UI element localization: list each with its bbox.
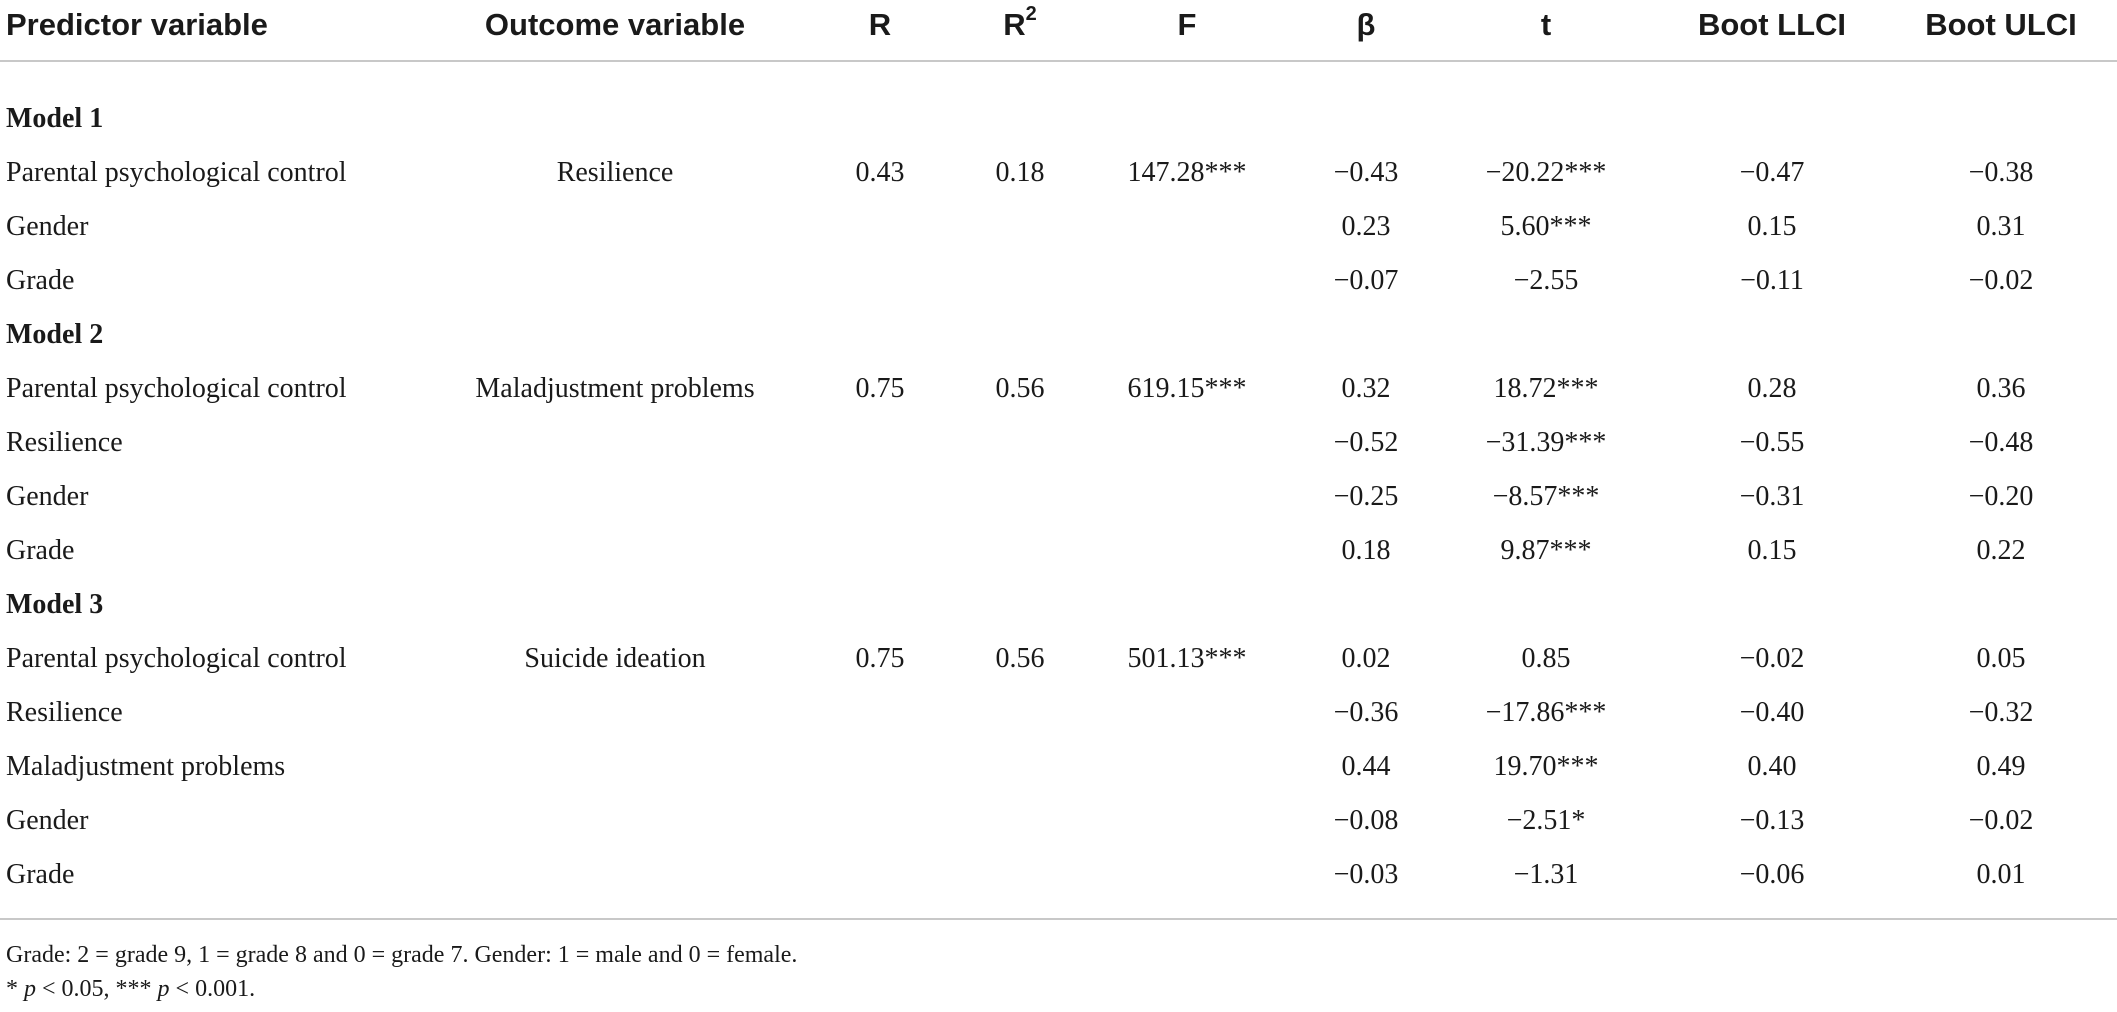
boot-ulci-cell: −0.20 <box>1968 481 2034 512</box>
boot-ulci-cell: 0.49 <box>1976 751 2026 782</box>
t-cell: −2.51* <box>1506 805 1586 836</box>
footnote-val2: < 0.001. <box>169 976 256 1002</box>
boot-ulci-cell: −0.48 <box>1968 427 2034 458</box>
beta-cell: −0.25 <box>1333 481 1399 512</box>
beta-cell: 0.23 <box>1341 211 1391 242</box>
t-cell: −31.39*** <box>1485 427 1607 458</box>
boot-llci-cell: −0.55 <box>1739 427 1805 458</box>
t-cell: 9.87*** <box>1500 535 1592 566</box>
col-header-f: F <box>1177 7 1197 42</box>
boot-ulci-cell: 0.22 <box>1976 535 2026 566</box>
footnote-significance <box>6 972 255 1006</box>
beta-cell: −0.36 <box>1333 697 1399 728</box>
t-cell: −1.31 <box>1513 859 1579 890</box>
boot-ulci-cell: −0.32 <box>1968 697 2034 728</box>
f-cell: 501.13*** <box>1127 643 1247 674</box>
table-row <box>0 794 2117 848</box>
table-row <box>0 632 2117 686</box>
predictor-cell: Resilience <box>6 427 123 458</box>
beta-cell: −0.43 <box>1333 157 1399 188</box>
outcome-cell: Resilience <box>556 157 674 188</box>
t-cell: 5.60*** <box>1500 211 1592 242</box>
table-row <box>0 416 2117 470</box>
boot-llci-cell: −0.13 <box>1739 805 1805 836</box>
t-cell: −8.57*** <box>1492 481 1600 512</box>
table-row <box>0 524 2117 578</box>
footnote-star1: * <box>6 976 24 1002</box>
model-heading-row <box>0 92 2117 146</box>
f-cell: 147.28*** <box>1127 157 1247 188</box>
beta-cell: 0.32 <box>1341 373 1391 404</box>
t-cell: 0.85 <box>1521 643 1571 674</box>
beta-cell: −0.08 <box>1333 805 1399 836</box>
table-row <box>0 470 2117 524</box>
table-row <box>0 254 2117 308</box>
predictor-cell: Parental psychological control <box>6 643 347 674</box>
predictor-cell: Parental psychological control <box>6 157 347 188</box>
col-header-predictor: Predictor variable <box>6 7 268 42</box>
footnote-p1: p <box>24 976 36 1002</box>
t-cell: 18.72*** <box>1493 373 1599 404</box>
r-cell: 0.43 <box>855 157 905 188</box>
boot-ulci-cell: 0.01 <box>1976 859 2026 890</box>
outcome-cell: Maladjustment problems <box>475 373 755 404</box>
boot-llci-cell: −0.40 <box>1739 697 1805 728</box>
col-header-r: R <box>868 7 892 42</box>
boot-ulci-cell: −0.02 <box>1968 805 2034 836</box>
t-cell: −20.22*** <box>1485 157 1607 188</box>
predictor-cell: Gender <box>6 805 89 836</box>
predictor-cell: Resilience <box>6 697 123 728</box>
model-heading-row <box>0 308 2117 362</box>
r-squared-cell: 0.56 <box>995 643 1045 674</box>
predictor-cell: Gender <box>6 481 89 512</box>
beta-cell: −0.03 <box>1333 859 1399 890</box>
predictor-cell: Gender <box>6 211 89 242</box>
r2-base: R <box>1003 7 1026 42</box>
r-squared-cell: 0.56 <box>995 373 1045 404</box>
table-row <box>0 740 2117 794</box>
boot-llci-cell: −0.11 <box>1740 265 1804 296</box>
predictor-cell: Grade <box>6 859 75 890</box>
beta-cell: −0.52 <box>1333 427 1399 458</box>
header-divider <box>0 60 2117 62</box>
boot-llci-cell: 0.15 <box>1747 535 1797 566</box>
boot-llci-cell: −0.06 <box>1739 859 1805 890</box>
beta-cell: −0.07 <box>1333 265 1399 296</box>
table-row <box>0 848 2117 902</box>
boot-llci-cell: −0.47 <box>1739 157 1805 188</box>
col-header-outcome: Outcome variable <box>484 7 746 42</box>
r-cell: 0.75 <box>855 643 905 674</box>
table-row <box>0 686 2117 740</box>
boot-llci-cell: 0.15 <box>1747 211 1797 242</box>
col-header-boot-ulci: Boot ULCI <box>1925 7 2077 42</box>
outcome-cell: Suicide ideation <box>524 643 706 674</box>
boot-llci-cell: −0.31 <box>1739 481 1805 512</box>
beta-cell: 0.44 <box>1341 751 1391 782</box>
col-header-r-squared <box>1003 0 1037 50</box>
t-cell: 19.70*** <box>1493 751 1599 782</box>
predictor-cell: Grade <box>6 265 75 296</box>
col-header-t: t <box>1540 7 1552 42</box>
predictor-cell: Parental psychological control <box>6 373 347 404</box>
boot-ulci-cell: 0.36 <box>1976 373 2026 404</box>
r-cell: 0.75 <box>855 373 905 404</box>
footnote-p2: p <box>157 976 170 1002</box>
footnote-val1: < 0.05, *** <box>36 976 158 1002</box>
model-heading-row <box>0 578 2117 632</box>
table-row <box>0 200 2117 254</box>
model-label: Model 3 <box>6 589 104 620</box>
beta-cell: 0.18 <box>1341 535 1391 566</box>
model-label: Model 1 <box>6 103 104 134</box>
f-cell: 619.15*** <box>1127 373 1247 404</box>
table-row <box>0 146 2117 200</box>
beta-cell: 0.02 <box>1341 643 1391 674</box>
boot-llci-cell: 0.40 <box>1747 751 1797 782</box>
boot-llci-cell: −0.02 <box>1739 643 1805 674</box>
footnote-coding: Grade: 2 = grade 9, 1 = grade 8 and 0 = grade 7. Gender: 1 = male and 0 = female. <box>6 942 798 968</box>
predictor-cell: Grade <box>6 535 75 566</box>
model-label: Model 2 <box>6 319 104 350</box>
col-header-boot-llci: Boot LLCI <box>1697 7 1847 42</box>
t-cell: −2.55 <box>1513 265 1579 296</box>
r-squared-cell: 0.18 <box>995 157 1045 188</box>
table-row <box>0 362 2117 416</box>
predictor-cell: Maladjustment problems <box>6 751 286 782</box>
table-header <box>0 0 2117 85</box>
footer-divider <box>0 918 2117 920</box>
boot-ulci-cell: −0.38 <box>1968 157 2034 188</box>
t-cell: −17.86*** <box>1485 697 1607 728</box>
boot-llci-cell: 0.28 <box>1747 373 1797 404</box>
boot-ulci-cell: 0.31 <box>1976 211 2026 242</box>
r2-superscript: 2 <box>1025 2 1037 25</box>
boot-ulci-cell: 0.05 <box>1976 643 2026 674</box>
col-header-beta: β <box>1356 7 1376 42</box>
boot-ulci-cell: −0.02 <box>1968 265 2034 296</box>
